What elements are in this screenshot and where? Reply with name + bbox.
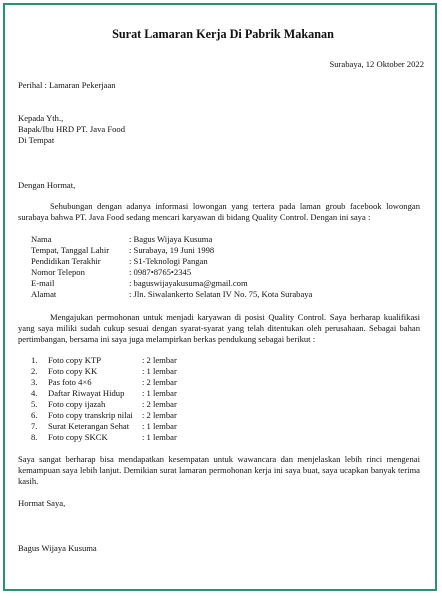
attachment-item xyxy=(18,432,177,443)
identity-label: Nama xyxy=(31,234,52,244)
attachments-section xyxy=(18,355,420,443)
attachment-number: 7. xyxy=(31,421,38,431)
attachment-number: 2. xyxy=(31,366,38,376)
identity-label: Pendidikan Terakhir xyxy=(31,256,101,266)
identity-row xyxy=(18,289,312,300)
attachment-item xyxy=(18,377,177,388)
identity-row xyxy=(18,234,312,245)
identity-value: : S1-Teknologi Pangan xyxy=(129,256,208,266)
closing-paragraph: Saya sangat berharap bisa mendapatkan kesempatan untuk wawancara dan menjelaskan lebih rinci mengenai kemampuan saya lebih lanjut. Demikian surat lamaran permohonan kerja ini saya buat, saya ucapkan banyak terima kasih. xyxy=(18,454,420,486)
attachment-name: Foto copy SKCK xyxy=(48,432,108,442)
attachment-name: Foto copy ijazah xyxy=(48,399,106,409)
sign-off: Hormat Saya, xyxy=(18,498,66,508)
signature-name: Bagus Wijaya Kusuma xyxy=(18,543,97,553)
identity-label: Nomor Telepon xyxy=(31,267,85,277)
attachment-number: 6. xyxy=(31,410,38,420)
attachment-item xyxy=(18,366,177,377)
identity-row xyxy=(18,267,312,278)
identity-value: : Jln. Siwalankerto Selatan IV No. 75, Kota Surabaya xyxy=(129,289,313,299)
identity-section xyxy=(18,234,420,300)
identity-value: : baguswijayakusuma@gmail.com xyxy=(129,278,248,288)
attachment-number: 4. xyxy=(31,388,38,398)
identity-value: : Surabaya, 19 Juni 1998 xyxy=(129,245,215,255)
intro-paragraph: Sehubungan dengan adanya informasi lowongan yang tertera pada laman groub facebook lowongan surabaya bahwa PT. Java Food sedang mencari karyawan di bidang Quality Control. Dengan ini saya : xyxy=(18,201,420,222)
recipient-line: Di Tempat xyxy=(18,135,55,145)
recipient-line: Bapak/Ibu HRD PT. Java Food xyxy=(18,124,126,134)
recipient-block xyxy=(18,113,420,146)
attachment-quantity: : 1 lembar xyxy=(142,432,177,442)
attachment-name: Pas foto 4×6 xyxy=(48,377,92,387)
identity-value: : Bagus Wijaya Kusuma xyxy=(129,234,213,244)
attachment-quantity: : 2 lembar xyxy=(142,399,177,409)
attachment-name: Foto copy KK xyxy=(48,366,98,376)
attachment-item xyxy=(18,410,177,421)
attachment-quantity: : 2 lembar xyxy=(142,377,177,387)
attachment-number: 3. xyxy=(31,377,38,387)
letter-date: Surabaya, 12 Oktober 2022 xyxy=(329,59,424,69)
identity-label: Alamat xyxy=(31,289,57,299)
recipient-line: Kepada Yth., xyxy=(18,113,64,123)
attachment-item xyxy=(18,421,177,432)
attachment-quantity: : 1 lembar xyxy=(142,388,177,398)
attachment-name: Foto copy transkrip nilai xyxy=(48,410,133,420)
attachment-number: 5. xyxy=(31,399,38,409)
identity-row xyxy=(18,256,312,267)
attachment-item xyxy=(18,399,177,410)
identity-label: E-mail xyxy=(31,278,55,288)
attachment-name: Daftar Riwayat Hidup xyxy=(48,388,125,398)
attachment-quantity: : 1 lembar xyxy=(142,421,177,431)
greeting: Dengan Hormat, xyxy=(18,180,76,190)
attachment-number: 8. xyxy=(31,432,38,442)
attachment-name: Foto copy KTP xyxy=(48,355,101,365)
attachment-name: Surat Keterangan Sehat xyxy=(48,421,130,431)
attachment-quantity: : 1 lembar xyxy=(142,366,177,376)
attachment-item xyxy=(18,388,177,399)
identity-row xyxy=(18,245,312,256)
letter-title: Surat Lamaran Kerja Di Pabrik Makanan xyxy=(112,27,334,41)
subject-line: Perihal : Lamaran Pekerjaan xyxy=(18,80,116,90)
attachment-number: 1. xyxy=(31,355,38,365)
attachment-item xyxy=(18,355,177,366)
body-paragraph: Mengajukan permohonan untuk menjadi karyawan di posisi Quality Control. Saya berharap kualifikasi yang saya miliki sudah cukup sesuai dengan syarat-syarat yang telah ditentukan oleh perusahaan. Sebagai bahan pertimbangan, bersama ini saya juga melampirkan berkas pendukung sebagai berikut : xyxy=(18,312,420,344)
identity-table xyxy=(18,234,312,300)
attachment-quantity: : 2 lembar xyxy=(142,355,177,365)
identity-label: Tempat, Tanggal Lahir xyxy=(31,245,110,255)
attachment-quantity: : 2 lembar xyxy=(142,410,177,420)
identity-row xyxy=(18,278,312,289)
attachments-list xyxy=(18,355,177,443)
identity-value: : 0987•8765•2345 xyxy=(129,267,192,277)
